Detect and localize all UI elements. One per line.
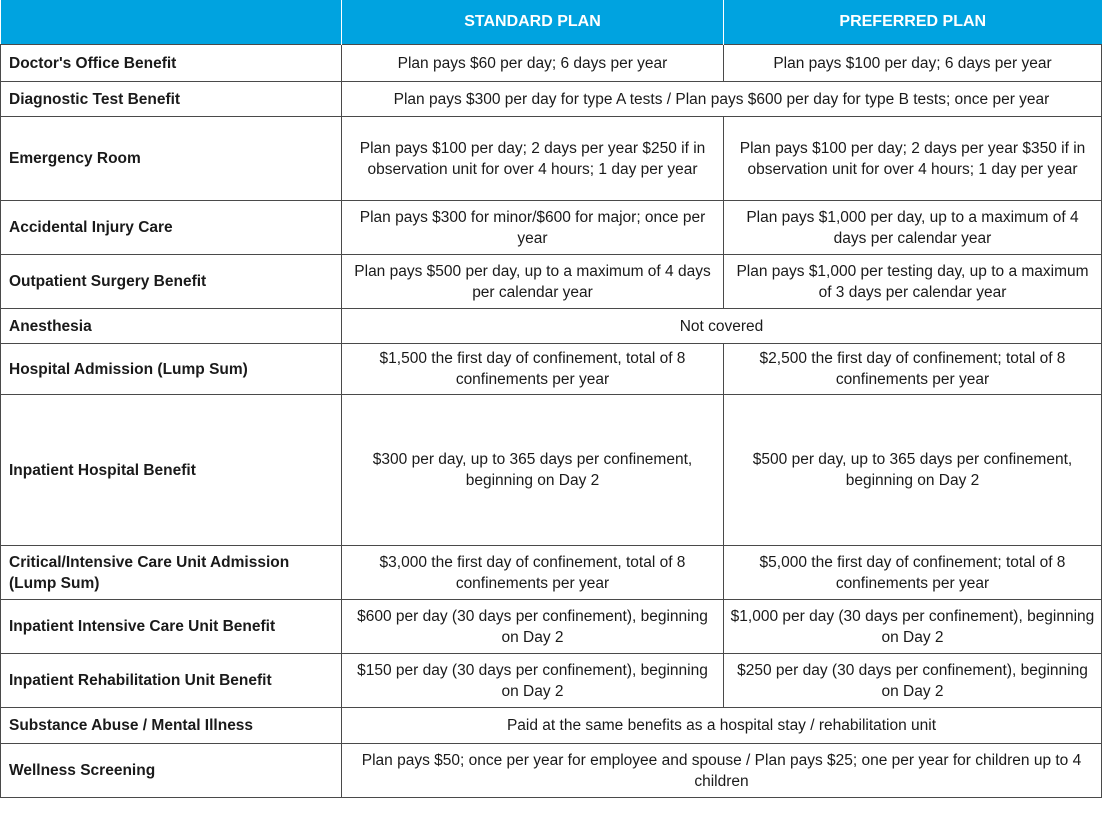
benefit-label: Anesthesia — [1, 309, 342, 344]
table-row — [1, 654, 1102, 708]
preferred-plan-header: PREFERRED PLAN — [724, 0, 1102, 45]
table-row — [1, 201, 1102, 255]
standard-plan-cell: $300 per day, up to 365 days per confinement, beginning on Day 2 — [342, 395, 724, 546]
standard-plan-cell: Plan pays $500 per day, up to a maximum of 4 days per calendar year — [342, 255, 724, 309]
both-plans-cell: Plan pays $50; once per year for employee and spouse / Plan pays $25; one per year for children up to 4 children — [342, 744, 1102, 798]
table-row — [1, 600, 1102, 654]
both-plans-cell: Paid at the same benefits as a hospital stay / rehabilitation unit — [342, 708, 1102, 744]
benefit-label: Doctor's Office Benefit — [1, 45, 342, 82]
preferred-plan-cell: Plan pays $100 per day; 6 days per year — [724, 45, 1102, 82]
benefit-label: Wellness Screening — [1, 744, 342, 798]
header-row — [1, 0, 1102, 45]
header-corner-cell — [1, 0, 342, 45]
benefit-label: Inpatient Rehabilitation Unit Benefit — [1, 654, 342, 708]
both-plans-cell: Not covered — [342, 309, 1102, 344]
benefit-label: Accidental Injury Care — [1, 201, 342, 255]
standard-plan-cell: Plan pays $300 for minor/$600 for major; once per year — [342, 201, 724, 255]
table-row — [1, 546, 1102, 600]
benefit-label: Emergency Room — [1, 117, 342, 201]
benefit-label: Substance Abuse / Mental Illness — [1, 708, 342, 744]
benefit-label: Outpatient Surgery Benefit — [1, 255, 342, 309]
standard-plan-cell: Plan pays $100 per day; 2 days per year $250 if in observation unit for over 4 hours; 1 day per year — [342, 117, 724, 201]
preferred-plan-cell: $250 per day (30 days per confinement), beginning on Day 2 — [724, 654, 1102, 708]
preferred-plan-cell: $2,500 the first day of confinement; total of 8 confinements per year — [724, 344, 1102, 395]
table-row — [1, 344, 1102, 395]
table-row — [1, 45, 1102, 82]
preferred-plan-cell: $5,000 the first day of confinement; total of 8 confinements per year — [724, 546, 1102, 600]
benefit-label: Critical/Intensive Care Unit Admission (Lump Sum) — [1, 546, 342, 600]
benefit-label: Inpatient Hospital Benefit — [1, 395, 342, 546]
both-plans-cell: Plan pays $300 per day for type A tests / Plan pays $600 per day for type B tests; once per year — [342, 82, 1102, 117]
standard-plan-cell: Plan pays $60 per day; 6 days per year — [342, 45, 724, 82]
preferred-plan-cell: $1,000 per day (30 days per confinement), beginning on Day 2 — [724, 600, 1102, 654]
table-row — [1, 395, 1102, 546]
benefit-label: Diagnostic Test Benefit — [1, 82, 342, 117]
table-row — [1, 82, 1102, 117]
table-row — [1, 309, 1102, 344]
benefit-label: Inpatient Intensive Care Unit Benefit — [1, 600, 342, 654]
preferred-plan-cell: $500 per day, up to 365 days per confinement, beginning on Day 2 — [724, 395, 1102, 546]
preferred-plan-cell: Plan pays $1,000 per testing day, up to a maximum of 3 days per calendar year — [724, 255, 1102, 309]
standard-plan-cell: $150 per day (30 days per confinement), beginning on Day 2 — [342, 654, 724, 708]
table-row — [1, 117, 1102, 201]
table-row — [1, 744, 1102, 798]
standard-plan-cell: $600 per day (30 days per confinement), beginning on Day 2 — [342, 600, 724, 654]
table-row — [1, 255, 1102, 309]
standard-plan-cell: $3,000 the first day of confinement, total of 8 confinements per year — [342, 546, 724, 600]
standard-plan-header: STANDARD PLAN — [342, 0, 724, 45]
preferred-plan-cell: Plan pays $1,000 per day, up to a maximum of 4 days per calendar year — [724, 201, 1102, 255]
standard-plan-cell: $1,500 the first day of confinement, total of 8 confinements per year — [342, 344, 724, 395]
table-row — [1, 708, 1102, 744]
preferred-plan-cell: Plan pays $100 per day; 2 days per year $350 if in observation unit for over 4 hours; 1 day per year — [724, 117, 1102, 201]
benefit-label: Hospital Admission (Lump Sum) — [1, 344, 342, 395]
